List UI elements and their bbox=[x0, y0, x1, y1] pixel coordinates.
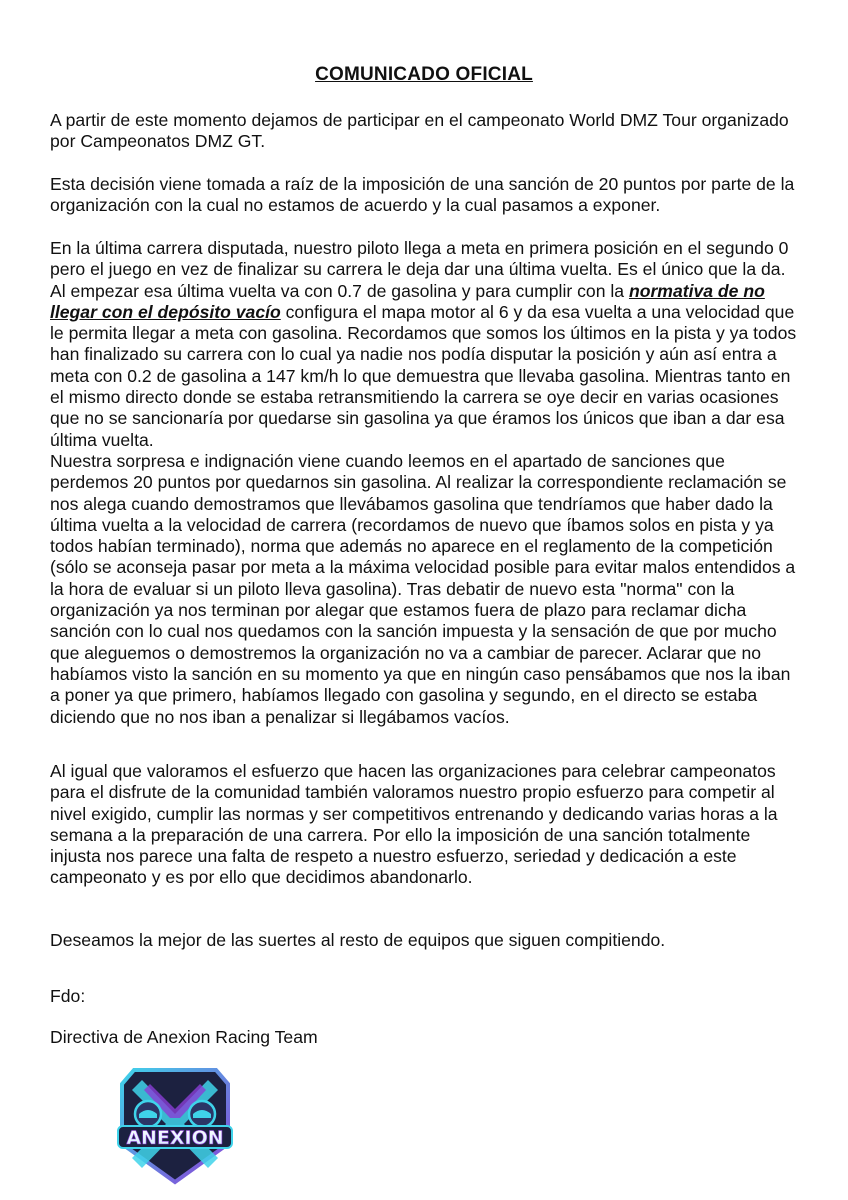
text-line bbox=[50, 281, 798, 302]
text-line: a poner ya que primero, habíamos llegado con gasolina y segundo, en el directo se estaba bbox=[50, 685, 758, 706]
text-line: A partir de este momento dejamos de participar en el campeonato World DMZ Tour organizado bbox=[50, 110, 789, 130]
paragraph-farewell bbox=[50, 930, 798, 951]
text-line bbox=[50, 302, 798, 323]
text-line: pero el juego en vez de finalizar su carrera le deja dar una última vuelta. Es el único que la da. bbox=[50, 259, 786, 280]
text-line: campeonato y es por ello que decidimos abandonarlo. bbox=[50, 867, 473, 888]
text-line: habíamos visto la sanción en su momento ya que en ningún caso pensábamos que nos la iban bbox=[50, 663, 791, 684]
paragraph-explanation bbox=[50, 238, 798, 728]
emphasized-rule: llegar con el depósito vacío bbox=[50, 301, 281, 322]
text-line: diciendo que no nos iban a penalizar si llegábamos vacíos. bbox=[50, 706, 510, 727]
text-line: que aleguemos o demostremos la organización no va a cambiar de parecer. Aclarar que no bbox=[50, 642, 762, 663]
emphasized-rule: normativa de no bbox=[628, 280, 765, 301]
text-line: nos alega cuando demostramos que llevábamos gasolina que tendríamos que haber dado la bbox=[50, 493, 773, 514]
text-segment: configura el mapa motor al 6 y da esa vuelta a una velocidad que bbox=[280, 301, 795, 322]
text-line: el mismo directo donde se estaba retransmitiendo la carrera se oye decir en varias ocasiones bbox=[50, 387, 779, 408]
signature-label: Fdo: bbox=[50, 986, 86, 1006]
paragraph-intro bbox=[50, 110, 798, 153]
text-line: Nuestra sorpresa e indignación viene cuando leemos en el apartado de sanciones que bbox=[50, 450, 725, 471]
text-line: (sólo se aconseja pasar por meta a la máxima velocidad posible para evitar malos entendidos a bbox=[50, 557, 796, 578]
signatory-name: Directiva de Anexion Racing Team bbox=[50, 1027, 318, 1047]
text-line: que no se sancionaría por quedarse sin gasolina ya que éramos los únicos que iban a dar esa bbox=[50, 408, 785, 429]
text-line: meta con 0.2 de gasolina a 147 km/h lo que demuestra que llevaba gasolina. Mientras tanto en bbox=[50, 365, 791, 386]
paragraph-valoracion bbox=[50, 761, 798, 889]
text-line: injusta nos parece una falta de respeto a nuestro esfuerzo, seriedad y dedicación a este bbox=[50, 846, 737, 867]
paragraph-decision bbox=[50, 174, 798, 217]
text-line: organización ya nos terminan por alegar que estamos fuera de plazo para reclamar dicha bbox=[50, 600, 747, 621]
text-line: le permita llegar a meta con gasolina. Recordamos que somos los últimos en la pista y ya todos bbox=[50, 323, 797, 344]
text-line: última vuelta. bbox=[50, 429, 154, 450]
text-line: todos habían terminado), norma que además no aparece en el reglamento de la competición bbox=[50, 536, 773, 557]
text-line: organización con la cual no estamos de acuerdo y la cual pasamos a exponer. bbox=[50, 195, 661, 216]
logo-wordmark: ANEXION bbox=[126, 1127, 224, 1149]
text-line: por Campeonatos DMZ GT. bbox=[50, 131, 266, 152]
text-line: En la última carrera disputada, nuestro piloto llega a meta en primera posición en el segundo 0 bbox=[50, 238, 789, 258]
text-line: Deseamos la mejor de las suertes al resto de equipos que siguen compitiendo. bbox=[50, 930, 666, 950]
text-line: Esta decisión viene tomada a raíz de la imposición de una sanción de 20 puntos por parte de la bbox=[50, 174, 795, 194]
text-line: última vuelta a la velocidad de carrera (recordamos de nuevo que íbamos solos en pista y ya bbox=[50, 514, 774, 535]
anexion-logo bbox=[112, 1062, 238, 1188]
text-line: nivel exigido, cumplir las normas y ser competitivos entrenando y dedicando varias horas a la bbox=[50, 803, 778, 824]
text-line: para el disfrute de la comunidad también valoramos nuestro propio esfuerzo para competir al bbox=[50, 782, 775, 803]
text-line: perdemos 20 puntos por quedarnos sin gasolina. Al realizar la correspondiente reclamación se bbox=[50, 472, 787, 493]
text-line: sanción con lo cual nos quedamos con la sanción impuesta y la sensación de que por mucho bbox=[50, 621, 777, 642]
text-line: semana a la preparación de una carrera. Por ello la imposición de una sanción totalmente bbox=[50, 824, 751, 845]
text-line: han finalizado su carrera con lo cual ya nadie nos podía disputar la posición y aún así entra a bbox=[50, 344, 777, 365]
text-line: Al igual que valoramos el esfuerzo que hacen las organizaciones para celebrar campeonatos bbox=[50, 761, 776, 781]
text-segment: Al empezar esa última vuelta va con 0.7 de gasolina y para cumplir con la bbox=[50, 280, 629, 301]
document-title: COMUNICADO OFICIAL bbox=[315, 64, 533, 85]
text-line: la hora de evaluar si un piloto lleva gasolina). Tras debatir de nuevo esta "norma" con la bbox=[50, 578, 735, 599]
